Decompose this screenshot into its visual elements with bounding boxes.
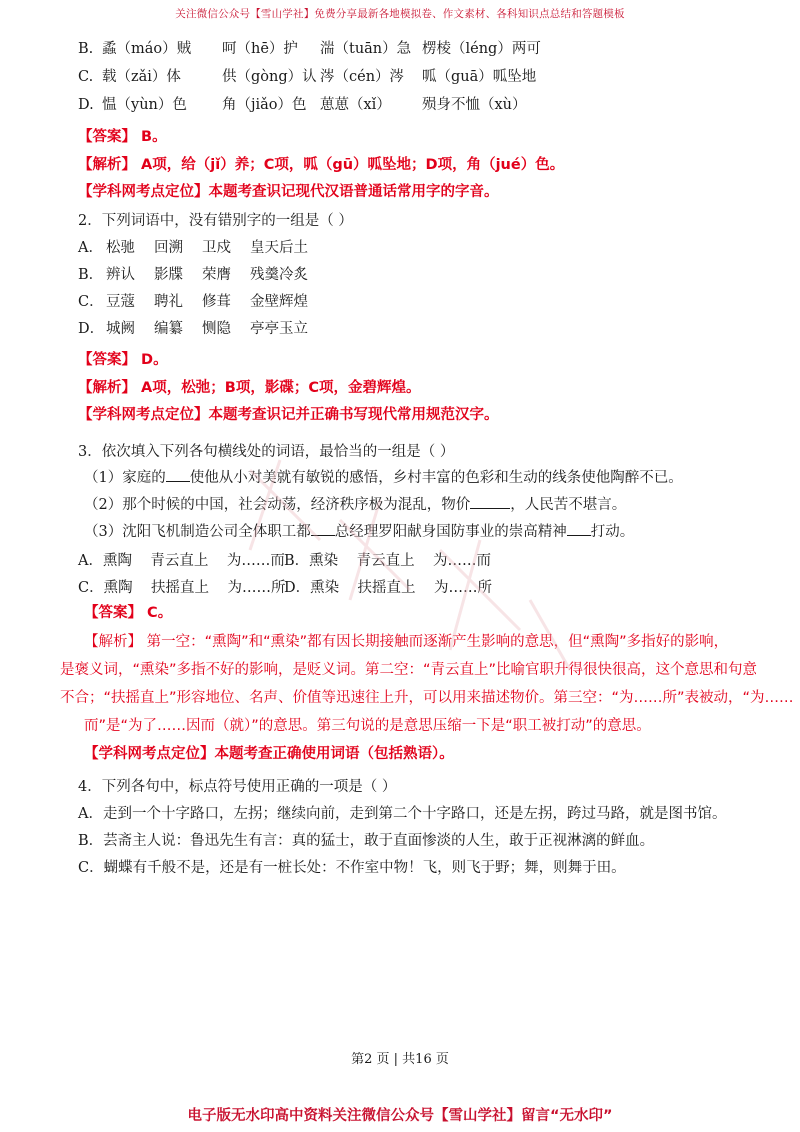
option-cell: 荣膺	[202, 267, 231, 283]
fill-blank	[166, 467, 190, 482]
q2-option-d	[78, 318, 308, 340]
option-cell: 豆蔻	[106, 294, 135, 310]
q1-option-d	[78, 94, 527, 116]
option-cell: 金壁辉煌	[250, 294, 308, 310]
q4-option-a: A．走到一个十字路口，左拐；继续向前，走到第二个十字路口，还是左拐，跨过马路，就是图书馆。	[78, 806, 727, 822]
option-letter: D．	[78, 321, 105, 337]
q3-options-ab	[78, 550, 491, 572]
sentence-text: （1）家庭的	[84, 470, 166, 486]
option-b: B．熏染 青云直上 为……而	[284, 553, 492, 569]
option-cell: 呱（guā）呱坠地	[422, 69, 537, 85]
q3-sentence-2	[84, 494, 626, 516]
q2-option-a	[78, 237, 308, 259]
q3-stem: 3．依次填入下列各句横线处的词语，最恰当的一组是（ ）	[78, 444, 455, 460]
option-cell: 恻隐	[202, 321, 231, 337]
option-cell: 亭亭玉立	[250, 321, 308, 337]
sentence-text: 使他从小对美就有敏锐的感悟，乡村丰富的色彩和生动的线条使他陶醉不已。	[189, 470, 683, 486]
q3-analysis-line-4: 而”是“为了……因而（就）”的意思。第三句说的是意思压缩一下是“职工被打动”的意思。	[84, 718, 651, 734]
q2-knowledge-point: 【学科网考点定位】本题考查识记并正确书写现代常用规范汉字。	[78, 407, 499, 423]
option-cell: 蟊（máo）贼	[102, 41, 192, 57]
option-cell: 愠（yùn）色	[102, 97, 187, 113]
option-cell: 皇天后土	[250, 240, 308, 256]
q2-option-b	[78, 264, 308, 286]
q3-knowledge-point: 【学科网考点定位】本题考查正确使用词语（包括熟语）。	[84, 746, 454, 762]
q4-stem: 4．下列各句中，标点符号使用正确的一项是（ ）	[78, 779, 397, 795]
q4-option-b: B．芸斋主人说：鲁迅先生有言：真的猛士，敢于直面惨淡的人生，敢于正视淋漓的鲜血。	[78, 833, 655, 849]
option-cell: 湍（tuān）急	[320, 41, 412, 57]
option-cell: 供（gòng）认	[222, 69, 317, 85]
footer-promo: 电子版无水印高中资料关注微信公众号【雪山学社】留言“无水印”	[187, 1108, 613, 1124]
fill-blank	[311, 521, 335, 536]
q3-analysis-line-2: 是褒义词，“熏染”多指不好的影响，是贬义词。第二空：“青云直上”比喻官职升得很快很高，这个意思和句意	[60, 662, 758, 678]
q1-analysis: 【解析】 A项，给（jǐ）养；C项，呱（gū）呱坠地；D项，角（jué）色。	[78, 157, 565, 173]
sentence-text: 打动。	[590, 524, 635, 540]
option-letter: B.	[78, 41, 94, 57]
option-c: C．熏陶 扶摇直上 为……所	[78, 580, 286, 596]
q3-sentence-1	[84, 467, 683, 489]
option-a: A．熏陶 青云直上 为……而	[78, 553, 285, 569]
option-cell: 影牒	[154, 267, 183, 283]
option-letter: A．	[78, 240, 103, 256]
option-letter: C．	[78, 294, 104, 310]
option-cell: 聘礼	[154, 294, 183, 310]
option-cell: 松驰	[106, 240, 135, 256]
option-cell: 葸葸（xǐ）	[320, 97, 391, 113]
q2-stem: 2．下列词语中，没有错别字的一组是（ ）	[78, 213, 353, 229]
q3-answer: 【答案】 C。	[84, 605, 173, 621]
option-cell: 辨认	[106, 267, 135, 283]
option-cell: 角（jiǎo）色	[222, 97, 307, 113]
q2-option-c	[78, 291, 308, 313]
option-cell: 涔（cén）涔	[320, 69, 405, 85]
option-cell: 载（zǎi）体	[102, 69, 181, 85]
option-letter: D.	[78, 97, 94, 113]
sentence-text: （3）沈阳飞机制造公司全体职工都	[84, 524, 311, 540]
q3-analysis-line-1: 【解析】 第一空：“熏陶”和“熏染”都有因长期接触而逐渐产生影响的意思，但“熏陶”多指好的影响，	[84, 634, 729, 650]
fill-blank	[567, 521, 591, 536]
option-cell: 殒身不恤（xù）	[422, 97, 527, 113]
header-banner: 关注微信公众号【雪山学社】免费分享最新各地模拟卷、作文素材、各科知识点总结和答题模板	[175, 8, 625, 20]
option-cell: 编纂	[154, 321, 183, 337]
q1-knowledge-point: 【学科网考点定位】本题考查识记现代汉语普通话常用字的字音。	[78, 184, 499, 200]
q1-answer: 【答案】 B。	[78, 129, 167, 145]
page-number: 第2 页 | 共16 页	[351, 1052, 449, 1067]
option-cell: 呵（hē）护	[222, 41, 298, 57]
option-cell: 城阙	[106, 321, 135, 337]
q3-analysis-line-3: 不合；“扶摇直上”形容地位、名声、价值等迅速往上升，可以用来描述物价。第三空：“为……所”表被动，“为……	[60, 690, 794, 706]
option-cell: 回溯	[154, 240, 183, 256]
option-letter: B．	[78, 267, 104, 283]
q1-option-b	[78, 38, 541, 60]
option-cell: 修葺	[202, 294, 231, 310]
fill-blank	[470, 494, 510, 509]
q4-option-c: C．蝴蝶有千般不是，还是有一桩长处：不作室中物！飞，则飞于野；舞，则舞于田。	[78, 860, 626, 876]
sentence-text: （2）那个时候的中国，社会动荡，经济秩序极为混乱，物价	[84, 497, 471, 513]
q3-options-cd	[78, 577, 492, 599]
option-cell: 卫戍	[202, 240, 231, 256]
q1-option-c	[78, 66, 536, 88]
option-d: D．熏染 扶摇直上 为……所	[284, 580, 492, 596]
option-cell: 残羹冷炙	[250, 267, 308, 283]
q2-analysis: 【解析】 A项，松弛；B项，影碟；C项，金碧辉煌。	[78, 380, 421, 396]
q3-sentence-3	[84, 521, 634, 543]
q2-answer: 【答案】 D。	[78, 352, 168, 368]
option-letter: C.	[78, 69, 94, 85]
sentence-text: 总经理罗阳献身国防事业的崇高精神	[334, 524, 567, 540]
sentence-text: ，人民苦不堪言。	[510, 497, 627, 513]
option-cell: 楞棱（léng）两可	[422, 41, 541, 57]
